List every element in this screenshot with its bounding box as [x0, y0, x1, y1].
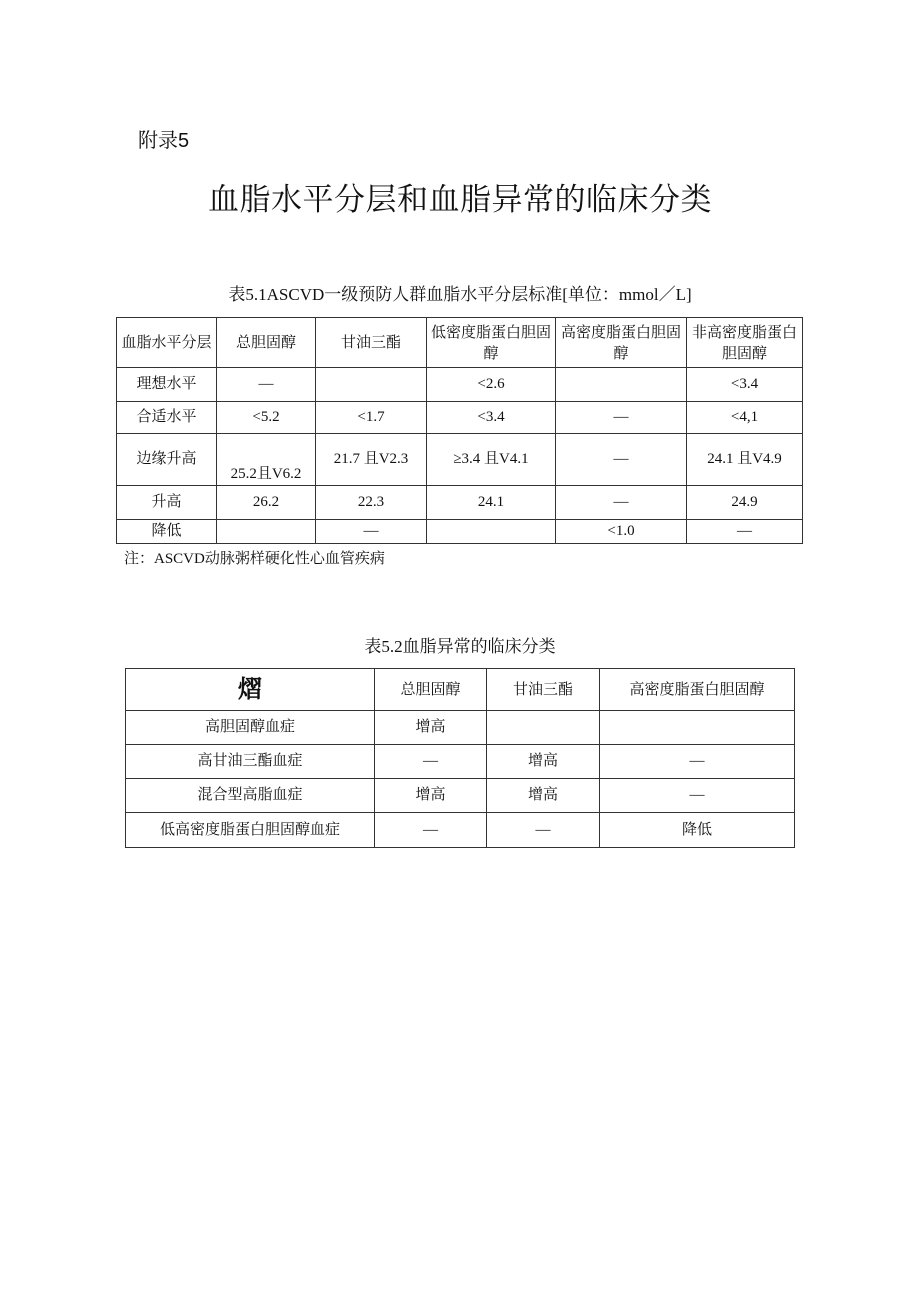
header-cell: 熠: [126, 669, 375, 711]
row-label: 高胆固醇血症: [126, 711, 375, 745]
table-cell: [316, 368, 427, 402]
table-cell: 24.1 且V4.9: [687, 434, 803, 486]
header-cell: 低密度脂蛋白胆固醇: [427, 318, 556, 368]
page-title: 血脂水平分层和血脂异常的临床分类: [208, 182, 712, 217]
header-cell: 高密度脂蛋白胆固醇: [556, 318, 687, 368]
table-cell: 21.7 且V2.3: [316, 434, 427, 486]
table-row: [126, 745, 795, 779]
header-cell: 血脂水平分层: [117, 318, 217, 368]
table-cell: <1.7: [316, 402, 427, 434]
row-label: 高甘油三酯血症: [126, 745, 375, 779]
table-cell: 22.3: [316, 486, 427, 520]
table-cell: —: [556, 402, 687, 434]
table-row: [126, 711, 795, 745]
table-cell: 25.2且V6.2: [217, 434, 316, 486]
table-cell: —: [375, 813, 487, 848]
table-header-row: [126, 669, 795, 711]
table-cell: —: [600, 745, 795, 779]
table-cell: ≥3.4 且V4.1: [427, 434, 556, 486]
table-row: [126, 813, 795, 848]
table-cell: 增高: [487, 779, 600, 813]
table-header-row: [117, 318, 803, 368]
table-cell: —: [375, 745, 487, 779]
table-row: [126, 779, 795, 813]
table-cell: <2.6: [427, 368, 556, 402]
table-cell: [600, 711, 795, 745]
table-cell: 24.9: [687, 486, 803, 520]
table-cell: 增高: [487, 745, 600, 779]
row-label: 降低: [117, 520, 217, 544]
row-label: 边缘升高: [117, 434, 217, 486]
table1-footnote: 注：ASCVD动脉粥样硬化性心血管疾病: [124, 551, 385, 567]
table-cell: —: [556, 486, 687, 520]
table-row: [117, 520, 803, 544]
table-cell: —: [217, 368, 316, 402]
header-cell: 高密度脂蛋白胆固醇: [600, 669, 795, 711]
lipid-stratification-table: [116, 317, 803, 544]
table-row: [117, 368, 803, 402]
table2-caption: 表5.2血脂异常的临床分类: [364, 637, 556, 656]
row-label: 合适水平: [117, 402, 217, 434]
table-cell: [217, 520, 316, 544]
table-cell: —: [687, 520, 803, 544]
header-cell: 甘油三酯: [487, 669, 600, 711]
header-cell: 非高密度脂蛋白胆固醇: [687, 318, 803, 368]
table-row: [117, 402, 803, 434]
header-cell: 总胆固醇: [375, 669, 487, 711]
table-cell: —: [600, 779, 795, 813]
table-cell: <1.0: [556, 520, 687, 544]
appendix-label: 附录5: [138, 130, 190, 152]
table-row: [117, 486, 803, 520]
table-cell: [427, 520, 556, 544]
header-cell: 总胆固醇: [217, 318, 316, 368]
table-cell: 降低: [600, 813, 795, 848]
header-cell: 甘油三酯: [316, 318, 427, 368]
row-label: 混合型高脂血症: [126, 779, 375, 813]
row-label: 升高: [117, 486, 217, 520]
table-cell: <5.2: [217, 402, 316, 434]
table-cell: 增高: [375, 779, 487, 813]
row-label: 低高密度脂蛋白胆固醇血症: [126, 813, 375, 848]
table-cell: 24.1: [427, 486, 556, 520]
table-cell: <3.4: [687, 368, 803, 402]
table-cell: [487, 711, 600, 745]
table-cell: [556, 368, 687, 402]
table-cell: 增高: [375, 711, 487, 745]
table-cell: —: [487, 813, 600, 848]
table-cell: <4,1: [687, 402, 803, 434]
dyslipidemia-classification-table: [125, 668, 795, 848]
table-cell: —: [556, 434, 687, 486]
table-cell: —: [316, 520, 427, 544]
table-row: [117, 434, 803, 486]
table-cell: <3.4: [427, 402, 556, 434]
table1-caption: 表5.1ASCVD一级预防人群血脂水平分层标准[单位：mmol／L]: [228, 285, 692, 304]
table-cell: 26.2: [217, 486, 316, 520]
row-label: 理想水平: [117, 368, 217, 402]
